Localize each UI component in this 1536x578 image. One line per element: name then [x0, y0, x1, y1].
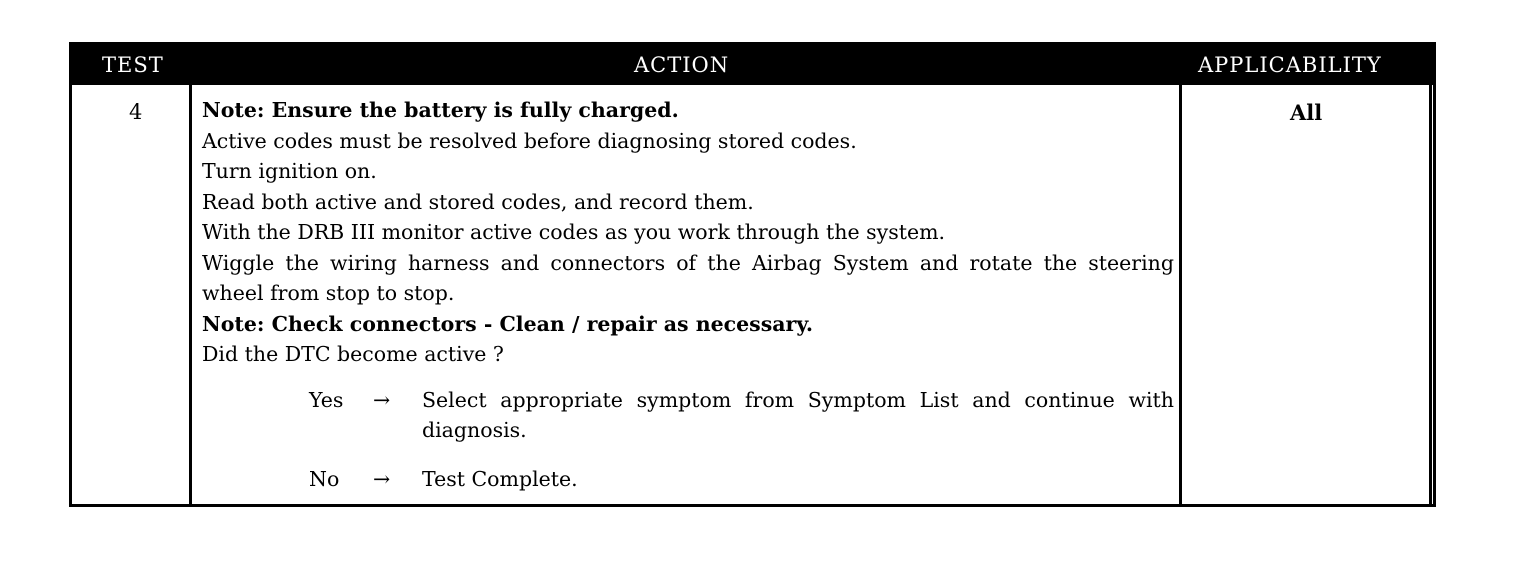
- arrow-right-icon: →: [373, 467, 391, 491]
- applicability-cell: All: [1290, 100, 1323, 125]
- outcome-no-label: No: [309, 467, 340, 491]
- header-test: TEST: [102, 53, 164, 77]
- test-number-cell: 4: [129, 100, 143, 124]
- outcome-yes-label: Yes: [309, 388, 344, 412]
- note-battery: Note: Ensure the battery is fully charged.: [202, 98, 679, 122]
- action-line: Read both active and stored codes, and record them.: [202, 189, 754, 214]
- question-line: Did the DTC become active ?: [202, 342, 504, 366]
- column-divider-test: [189, 85, 192, 504]
- outcome-yes-text: Select appropriate symptom from Symptom List and continue with diagnosis.: [422, 388, 1174, 442]
- arrow-right-icon: →: [373, 388, 391, 412]
- action-line: Turn ignition on.: [202, 159, 377, 183]
- action-cell: [202, 95, 1174, 370]
- column-divider-action: [1179, 85, 1182, 504]
- header-applicability: APPLICABILITY: [1198, 53, 1382, 77]
- outcome-no-text: Test Complete.: [422, 467, 578, 491]
- note-connectors: Note: Check connectors - Clean / repair as necessary.: [202, 311, 814, 336]
- table-header-row: [72, 45, 1433, 85]
- action-line: Active codes must be resolved before diagnosing stored codes.: [202, 128, 857, 153]
- action-line: With the DRB III monitor active codes as you work through the system.: [202, 220, 946, 244]
- column-divider-applicability: [1429, 85, 1432, 504]
- action-line: Wiggle the wiring harness and connectors of the Airbag System and rotate the steering wheel from stop to stop.: [202, 250, 1174, 305]
- diagnostic-test-table: [69, 42, 1436, 507]
- header-action: ACTION: [634, 53, 730, 77]
